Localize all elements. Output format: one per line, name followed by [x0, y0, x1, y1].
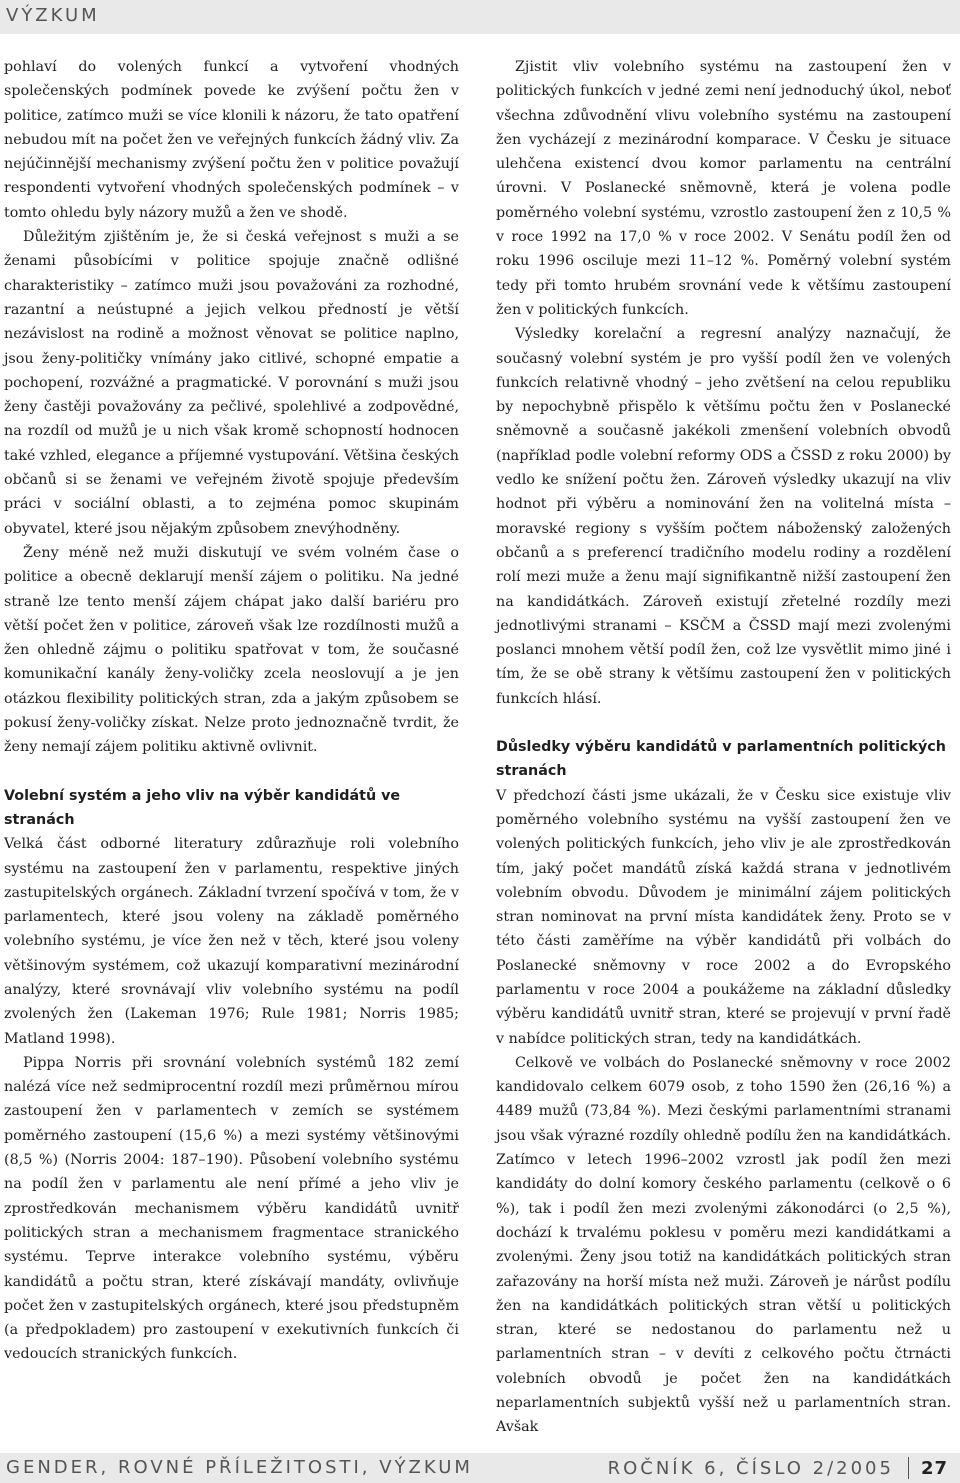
footer-issue-group: [608, 1457, 948, 1479]
right-column: [496, 55, 951, 1440]
paragraph: V předchozí části jsme ukázali, že v Česku sice existuje vliv poměrného volebního systému na vyšší zastoupení žen ve volených politických funkcích, jeho vliv je ale zprostředkován tím, jaký počet mandátů získá každá strana v jednotlivém volebním obvodu. Důvodem je minimální zájem politických stran nominovat na první místa kandidátek ženy. Proto se v této části zaměříme na výběr kandidátů při volbách do Poslanecké sněmovny v roce 2002 a do Evropského parlamentu v roce 2004 a poukážeme na základní důsledky výběru kandidátů uvnitř stran, které se projevují v první řadě v nabídce politických stran, tedy na kandidátkách.: [496, 787, 951, 1047]
section-label: VÝZKUM: [6, 5, 100, 26]
paragraph: Celkově ve volbách do Poslanecké sněmovny v roce 2002 kandidovalo celkem 6079 osob, z toho 1590 žen (26,16 %) a 4489 mužů (73,84 %). Mezi českými parlamentními stranami jsou však výrazné rozdíly ohledně podílu žen na kandidátkách. Zatímco v letech 1996–2002 vzrostl jak podíl žen mezi kandidáty do dolní komory českého parlamentu (celkově o 6 %), tak i podíl žen mezi zvolenými zákonodárci (o 2,5 %), dochází k trvalému poklesu v poměru mezi kandidátkami a zvolenými. Ženy jsou totiž na kandidátkách politických stran zařazovány na horší místa než muži. Zároveň je nárůst podílu žen na kandidátkách politických stran větší u politických stran, které se nedostanou do parlamentu než u parlamentních stran – v devíti z celkového počtu čtrnácti volebních obvodů je počet žen na kandidátkách neparlamentních subjektů vyšší než u parlamentních stran. Avšak: [496, 1054, 951, 1436]
paragraph: pohlaví do volených funkcí a vytvoření vhodných společenských podmínek povede ke zvýšení počtu žen v politice, zatímco muži se více klonili k názoru, že tato opatření nebudou mít na počet žen ve veřejných funkcích žádný vliv. Za nejúčinnější mechanismy zvýšení počtu žen v politice považují respondenti vytvoření vhodných společenských podmínek – v tomto ohledu byly názory mužů a žen ve shodě.: [4, 59, 459, 221]
paragraph: Velká část odborné literatury zdůrazňuje roli volebního systému na zastoupení žen v parlamentu, respektive jiných zastupitelských orgánech. Základní tvrzení spočívá v tom, že v parlamentech, které jsou voleny na základě poměrného volebního systému, je více žen než v těch, které jsou voleny většinovým systémem, což ukazují komparativní mezinárodní analýzy, které srovnávají vliv volebního systému na podíl zvolených žen (Lakeman 1976; Rule 1981; Norris 1985; Matland 1998).: [4, 836, 459, 1047]
footer-divider: [908, 1457, 909, 1479]
paragraph: Důležitým zjištěním je, že si česká veřejnost s muži a se ženami působícími v politice spojuje značně odlišné charakteristiky – zatímco muži jsou považováni za rozhodné, razantní a neústupné a jejich velkou předností je větší nezávislost na rodině a možnost věnovat se politice naplno, jsou ženy-političky vnímány jako citlivé, schopné empatie a pochopení, rozvážné a pragmatické. V porovnání s muži jsou ženy častěji považovány za pečlivé, spolehlivé a zodpovědné, na rozdíl od mužů je u nich však kromě schopností hodnocen také vzhled, elegance a příjemné vystupování. Většina českých občanů si se ženami ve veřejném životě spojuje především práci v sociální oblasti, a to zejména pomoc skupinám obyvatel, které jsou nějakým způsobem znevýhodněny.: [4, 229, 459, 537]
header-bar: [0, 0, 960, 34]
journal-title: GENDER, ROVNÉ PŘÍLEŽITOSTI, VÝZKUM: [6, 1457, 473, 1478]
left-column: [4, 55, 459, 1367]
footer-bar: [0, 1453, 960, 1483]
paragraph: Pippa Norris při srovnání volebních systémů 182 zemí nalézá více než sedmiprocentní rozdíl mezi průměrnou mírou zastoupení žen v parlamentech v zemích se systémem poměrného zastoupení (15,6 %) a mezi systémy většinovými (8,5 %) (Norris 2004: 187–190). Působení volebního systému na podíl žen v parlamentu ale není přímé a jeho vliv je zprostředkován mechanismem výběru kandidátů uvnitř politických stran a mechanismem fragmentace stranického systému. Teprve interakce volebního systému, výběru kandidátů a počtu stran, které získávají mandáty, ovlivňuje počet žen v zastupitelských orgánech, které jsou předstupněm (a předpokladem) pro zastoupení v exekutivních funkcích či vedoucích stranických funkcích.: [4, 1054, 459, 1363]
paragraph: Zjistit vliv volebního systému na zastoupení žen v politických funkcích v jedné zemi není jednoduchý úkol, neboť všechna zdůvodnění vlivu volebního systému na zastoupení žen vycházejí z mezinárodní komparace. V Česku je situace ulehčena existencí dvou komor parlamentu na centrální úrovni. V Poslanecké sněmovně, která je volena podle poměrného volební systému, vzrostlo zastoupení žen z 10,5 % v roce 1992 na 17,0 % v roce 2002. V Senátu podíl žen od roku 1996 osciluje mezi 11–12 %. Poměrný volební systém tedy při tomto hrubém srovnání vede k většímu zastoupení žen v politických funkcích.: [496, 59, 951, 318]
section-heading: Důsledky výběru kandidátů v parlamentních politických stranách: [496, 739, 946, 780]
issue-label: ROČNÍK 6, ČÍSLO 2/2005: [607, 1457, 894, 1479]
paragraph: Výsledky korelační a regresní analýzy naznačují, že současný volební systém je pro vyšší podíl žen ve volených funkcích relativně vhodný – jeho zvětšení na celou republiku by nepochybně přispělo k většímu počtu žen v Poslanecké sněmovně a současně jakékoli zmenšení volebních obvodů (například podle volební reformy ODS a ČSSD z roku 2000) by vedlo ke snížení počtu žen. Zároveň výsledky ukazují na vliv hodnot při výběru a nominování žen na volitelná místa – moravské regiony s vyšším počtem náboženský založených občanů a s preferencí tradičního modelu rodiny a rozdělení rolí mezi muže a ženu mají signifikantně nižší zastoupení žen na kandidátkách. Zároveň existují zřetelné rozdíly mezi jednotlivými stranami – KSČM a ČSSD mají mezi zvolenými poslanci mnohem větší podíl žen, což lze vysvětlit mimo jiné i tím, že se obě strany k většímu zastoupení žen v politických funkcích hlásí.: [496, 326, 951, 707]
page-number: 27: [920, 1457, 948, 1479]
paragraph: Ženy méně než muži diskutují ve svém volném čase o politice a obecně deklarují menší zájem o politiku. Na jedné straně lze tento menší zájem chápat jako další bariéru pro větší počet žen v politice, zároveň však lze rozdílnosti mužů a žen ohledně zájmu o politiku spatřovat v tom, že současné komunikační kanály ženy-voličky zcela neoslovují a je jen otázkou flexibility politických stran, zda a jakým způsobem se pokusí ženy-voličky získat. Nelze proto jednoznačně tvrdit, že ženy nemají zájem politiku aktivně ovlivnit.: [4, 544, 459, 756]
section-heading: Volební systém a jeho vliv na výběr kandidátů ve stranách: [4, 787, 401, 828]
